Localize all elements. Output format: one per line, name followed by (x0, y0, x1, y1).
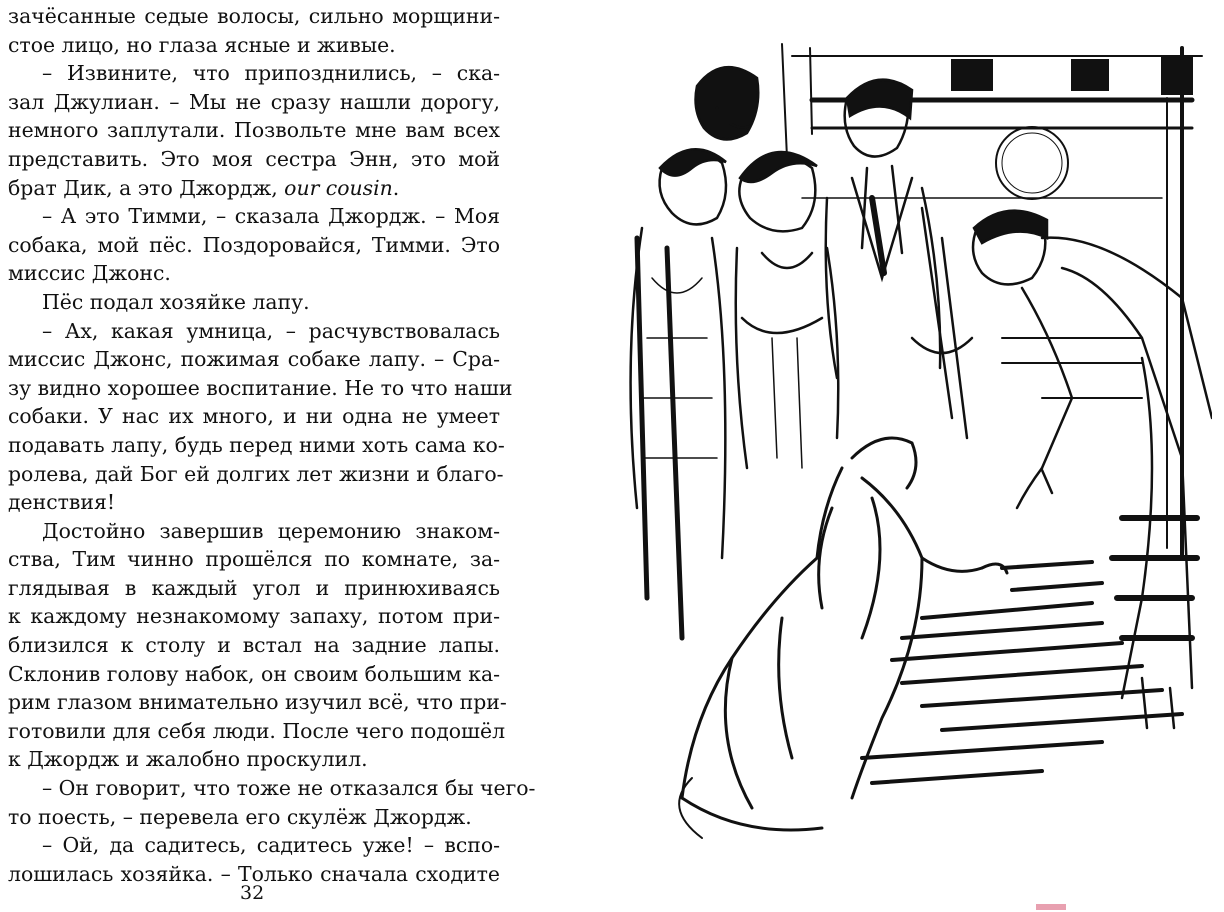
text-line: Достойно завершив церемонию знаком- (42, 518, 500, 543)
illustration (622, 38, 1212, 850)
girl-figure-curly (736, 152, 839, 468)
text-line: – А это Тимми, – сказала Джордж. – Моя (42, 204, 500, 229)
text-line: глядывая в каждый угол и принюхиваясь (8, 575, 500, 600)
text-line: – Ой, да садитесь, садитесь уже! – вспо- (42, 833, 500, 858)
text-line: к Джордж и жалобно проскулил. (8, 747, 368, 772)
text-line: стое лицо, но глаза ясные и живые. (8, 32, 396, 57)
text-line: брат Дик, а это Джордж, our cousin. (8, 175, 400, 200)
text-line: – Извините, что припозднились, – ска- (42, 61, 500, 86)
text-line: ства, Тим чинно прошёлся по комнате, за- (8, 547, 500, 572)
italic-phrase: our cousin (284, 175, 393, 200)
page-number: 32 (240, 882, 265, 904)
girl-figure-george (631, 149, 726, 638)
text-line: ролева, дай Бог ей долгих лет жизни и благо- (8, 461, 504, 486)
text-line: денствия! (8, 490, 116, 515)
boy-figure-scarf (826, 80, 972, 438)
text-line: собака, мой пёс. Поздоровайся, Тимми. Это (8, 232, 500, 257)
text-line: – Он говорит, что тоже не отказался бы чего- (42, 776, 536, 801)
page-edge-mark (1036, 904, 1066, 910)
text-line: собаки. У нас их много, и ни одна не умеет (8, 404, 500, 429)
text-line: готовили для себя люди. После чего подошёл (8, 718, 506, 743)
text-line: Склонив голову набок, он своим большим ка- (8, 661, 500, 686)
text-line: зал Джулиан. – Мы не сразу нашли дорогу, (8, 89, 500, 114)
text-line: к каждому незнакомому запаху, потом при- (8, 604, 500, 629)
text-line: подавать лапу, будь перед ними хоть сама ко- (8, 432, 505, 457)
text-line: немного заплутали. Позвольте мне вам всех (8, 118, 500, 143)
text-line: зачёсанные седые волосы, сильно морщини- (8, 4, 500, 28)
text-line: представить. Это моя сестра Энн, это мой (8, 146, 500, 171)
text-line: рим глазом внимательно изучил всё, что при- (8, 690, 507, 715)
text-line: близился к столу и встал на задние лапы. (8, 633, 500, 658)
text-line: лошилась хозяйка. – Только сначала сходите (8, 861, 500, 886)
page-text (8, 2, 536, 888)
text-line: миссис Джонс. (8, 261, 171, 286)
text-line: – Ах, какая умница, – расчувствовалась (42, 318, 500, 343)
text-line: миссис Джонс, пожимая собаке лапу. – Сра- (8, 347, 500, 372)
text-line: зу видно хорошее воспитание. Не то что наши (8, 375, 513, 400)
text-line: то поесть, – перевела его скулёж Джордж. (8, 804, 472, 829)
boy-figure-back (696, 67, 759, 139)
text-line: Пёс подал хозяйке лапу. (42, 289, 310, 314)
